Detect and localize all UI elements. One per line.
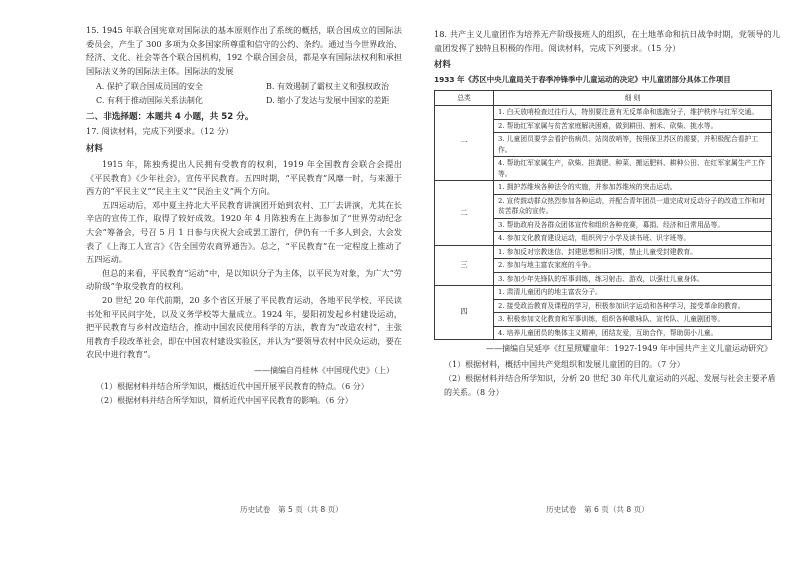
question-15-options [96, 80, 402, 108]
question-18-stem: 18. 共产主义儿童团作为培养无产阶级接班人的组织，在土地革命和抗日战争时期，党领导的儿童团发挥了独特且积极的作用。阅读材料，完成下列要求。（15 分） [434, 29, 780, 53]
table-cell: 1. 肃清儿童团内的地主富农分子。 [494, 286, 772, 300]
material-paragraph: 五四运动后，邓中夏主持北大平民教育讲演团开始到农村、工厂去讲演，尤其在长辛店的宣传工作，取得了较好成效。1920 年 4 月陈独秀在上海参加了“世界劳动纪念大会”筹备会，号召 5 月 1 日参与庆祝大会或罢工游行，伊仍有一千多人到会，大会发表了《上海工人宣言》《告全国劳农商界通告》。总之，“平民教育”在一定程度上推动了五四运动。 [86, 199, 402, 265]
question-17-1: （1）根据材料并结合所学知识，概括近代中国开展平民教育的特点。（6 分） [96, 381, 369, 391]
table-cell: 2. 帮助红军家属与贫苦家庭解决困难，做到耕田、割禾、砍柴、挑水等。 [494, 119, 772, 133]
question-18-1: （1）根据材料，概括中国共产党组织和发展儿童团的目的。（7 分） [444, 360, 685, 370]
table-cell: 3. 积极参加文化教育和军事训练，组织各种歌咏队、宣传队、儿童剧团等。 [494, 313, 772, 327]
table-cell: 3. 参加少年先锋队的军事训练，练习射击、游戏，以强壮儿童身体。 [494, 272, 772, 286]
option-b[interactable]: B. 有效遏制了霸权主义和强权政治 [266, 82, 389, 92]
table-cell: 4. 帮助红军家属生产，砍柴、担粪肥、种菜、搬运肥料、耕种公田、在红军家属生产工作等。 [494, 157, 772, 181]
page-footer-right: 历史试卷 第 6 页（共 8 页） [546, 505, 649, 514]
option-a[interactable]: A. 保护了联合国成员国的安全 [96, 82, 203, 92]
table-row [435, 245, 772, 259]
table-cell: 3. 帮助政府及各群众团体宣传和组织各种竞赛，募捐、经济和日常用品等。 [494, 218, 772, 232]
section-title: 二、非选择题：本题共 4 小题，共 52 分。 [86, 112, 254, 123]
table-cell: 3. 儿童团员要学会看护伤病员、站岗放哨等，按照保卫苏区的需要，并积极配合看护工作。 [494, 133, 772, 157]
question-17-stem: 17. 阅读材料，完成下列要求。（12 分） [86, 126, 234, 137]
table-cell: 4. 参加文化教育建设运动，组织列宁小学及读书班、识字班等。 [494, 232, 772, 246]
table-title: 1933 年《苏区中央儿童局关于春季冲锋季中儿童运动的决定》中儿童团部分具体工作项目 [434, 75, 731, 85]
material-source: ——摘编自肖桂林《中国现代史》（上） [254, 365, 394, 375]
material-paragraph: 20 世纪 20 年代前期，20 多个省区开展了平民教育运动，各地平民学校、平民读书处和平民问字处，以及义务学校等大量成立。1924 年，晏阳初发起乡村建设运动，把平民教育与乡村改造结合，推动中国农民使用科学的方法，教育为“改造农村”，主张用教育手段改革社会，即在中国农村建设实验区，并认为“要领导农村中民众运动，要在农民中进行教育”。 [86, 294, 402, 360]
material-label: 材料 [86, 142, 103, 153]
table-stage-cell: 二 [435, 181, 494, 246]
option-d[interactable]: D. 缩小了发达与发展中国家的差距 [266, 96, 390, 106]
table-row [435, 286, 772, 300]
material-label: 材料 [434, 59, 451, 70]
page-footer-left: 历史试卷 第 5 页（共 8 页） [240, 505, 343, 514]
table-cell: 1. 拥护苏维埃各种法令的实施，并参加苏维埃的突击运动。 [494, 181, 772, 195]
table-cell: 1. 白天放哨检查过往行人，特别要注意有无反革命和逃跑分子，维护秩序与红军交通。 [494, 106, 772, 120]
table-stage-cell: 三 [435, 245, 494, 286]
table-stage-cell: 四 [435, 286, 494, 340]
question-17-2: （2）根据材料并结合所学知识，简析近代中国平民教育的影响。（6 分） [96, 395, 353, 405]
table-header-row [435, 91, 772, 106]
table-cell: 2. 参加与地主富农家庭的斗争。 [494, 259, 772, 273]
material-paragraph: 但总的来看，平民教育“运动”中，是以知识分子为主体，以平民为对象，为广大“劳动阶级”争取受教育的权利。 [86, 267, 402, 292]
table-cell: 1. 参加反对宗教迷信、封建思想和旧习惯，禁止儿童受封建教育。 [494, 245, 772, 259]
right-page [420, 0, 800, 566]
question-18-2: （2）根据材料并结合所学知识，分析 20 世纪 30 年代儿童运动的兴起、发展与社会主要矛盾的关系。（8 分） [444, 374, 776, 398]
table-cell: 4. 培养儿童团员的集体主义精神，团结友爱，互助合作，帮助弱小儿童。 [494, 326, 772, 340]
table-row [435, 106, 772, 120]
table-cell: 2. 宣传鼓动群众热烈参加各种运动，并配合青年团员一道完成对反动分子的改造工作和对贫苦群众的宣传。 [494, 194, 772, 218]
material-paragraph: 1915 年，陈独秀提出人民拥有受教育的权利，1919 年全国教育会联合会提出《平民教育》《少年社会》，宣传平民教育。五四时期，“平民教育”风靡一时，与来源于西方的“平民主义”“民主主义”“民治主义”两个方向。 [86, 158, 402, 197]
table-header-category: 总类 [435, 91, 494, 106]
work-items-table [434, 90, 772, 340]
table-cell: 2. 接受政治教育及课程的学习，积极参加识字运动和各种学习，接受革命的教育。 [494, 299, 772, 313]
question-15-stem: 15. 1945 年联合国宪章对国际法的基本原则作出了系统的概括，联合国成立的国际法委员会，产生了 300 多项为众多国家所尊重和信守的公约、条约。通过当今世界政治、经济、文化、社会等各个联合国机构，192 个联合国会员，都是享有国际法权利和承担国际法义务的国际法主体。国际法的发展 [86, 25, 402, 76]
table-header-details: 细 则 [494, 91, 772, 106]
table-stage-cell: 一 [435, 106, 494, 181]
table-row [435, 181, 772, 195]
option-c[interactable]: C. 有利于推动国际关系法制化 [96, 96, 203, 106]
table-source: ——摘编自吴延亭《红星照耀童年：1927-1949 年中国共产主义儿童运动研究》 [486, 344, 772, 354]
